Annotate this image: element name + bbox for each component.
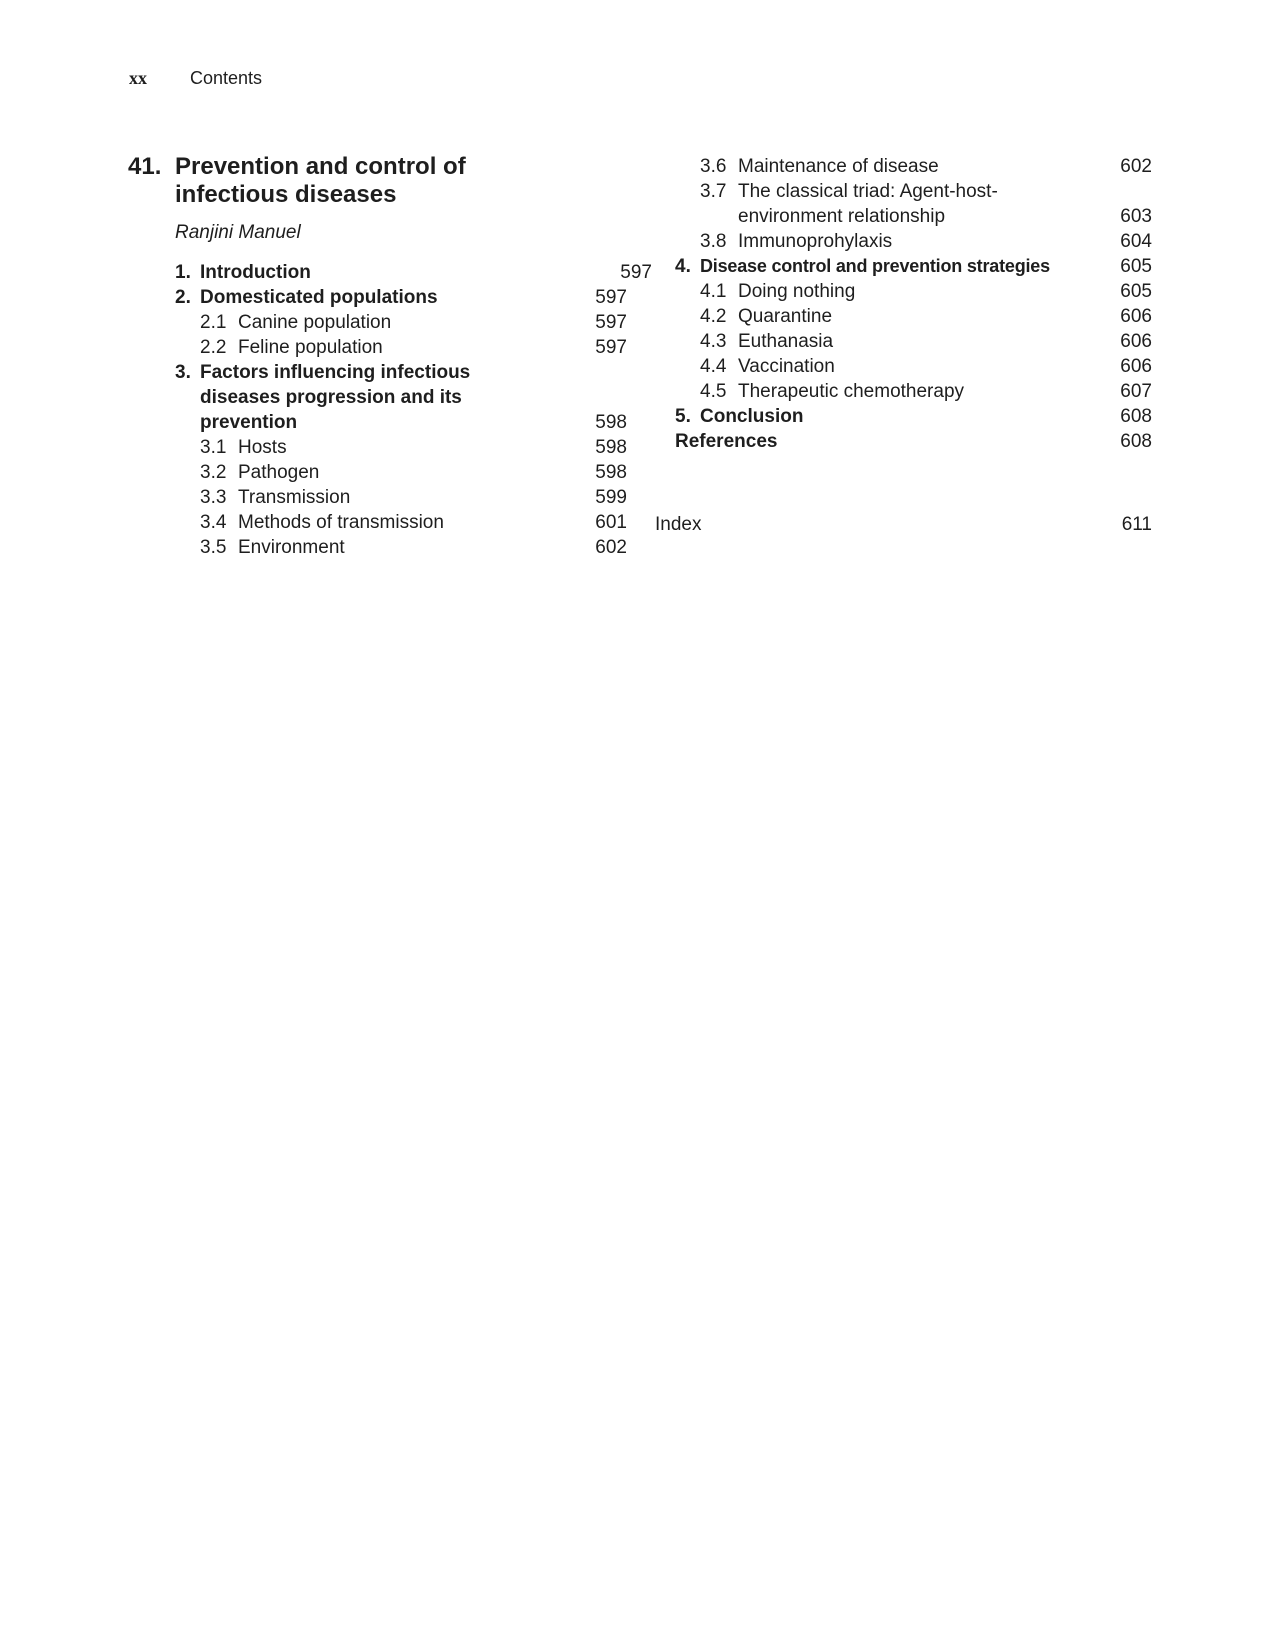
toc-entry[interactable] [675, 429, 1152, 454]
toc-entry-number: 4.2 [700, 306, 727, 327]
toc-entry-title: The classical triad: Agent-host-environment relationship [738, 181, 998, 227]
toc-entry[interactable] [175, 285, 627, 310]
toc-entry-number: 3.2 [200, 462, 227, 483]
toc-entry-number: 1. [175, 262, 191, 283]
toc-entry[interactable] [700, 354, 1152, 379]
toc-entry-page: 603 [1120, 206, 1152, 227]
toc-entry-title: Pathogen [238, 462, 320, 483]
toc-entry-page: 608 [1120, 406, 1152, 427]
toc-entry-number: 3.6 [700, 156, 727, 177]
toc-entry[interactable] [700, 179, 1152, 229]
toc-entry-title: Methods of transmission [238, 512, 444, 533]
toc-entry-page: 607 [1120, 381, 1152, 402]
toc-entry[interactable] [175, 310, 627, 335]
toc-entry-number: 4.1 [700, 281, 727, 302]
toc-entry-page: 602 [595, 537, 627, 558]
toc-entry[interactable] [175, 260, 652, 285]
toc-entry-number: 3.5 [200, 537, 227, 558]
toc-entry-page: 605 [1120, 281, 1152, 302]
toc-entry-number: 4.5 [700, 381, 727, 402]
toc-entry-title: Euthanasia [738, 331, 834, 352]
chapter-author: Ranjini Manuel [175, 222, 301, 243]
toc-entry-page: 597 [595, 287, 627, 308]
toc-entry-number: 3.7 [700, 181, 727, 202]
toc-entry-page: 606 [1120, 331, 1152, 352]
toc-entry-title: Quarantine [738, 306, 833, 327]
toc-entry-title: Conclusion [700, 406, 804, 427]
toc-column-right [675, 154, 1152, 454]
chapter-number: 41. [128, 153, 162, 180]
toc-entry-title: Transmission [238, 487, 351, 508]
chapter-title: Prevention and control of infectious diseases [175, 153, 466, 208]
toc-entry-page: 598 [595, 412, 627, 433]
page-folio: xx [129, 68, 147, 88]
toc-entry-title: Doing nothing [738, 281, 856, 302]
toc-entry-page: 597 [595, 312, 627, 333]
toc-entry-title: Domesticated populations [200, 287, 438, 308]
toc-entry[interactable] [700, 329, 1152, 354]
toc-entry-title: Canine population [238, 312, 392, 333]
toc-entry-title: Environment [238, 537, 345, 558]
toc-entry[interactable] [175, 535, 627, 560]
toc-entry[interactable] [175, 510, 627, 535]
toc-entry-number: 3.3 [200, 487, 227, 508]
toc-entry[interactable] [175, 335, 627, 360]
toc-entry-page: 598 [595, 437, 627, 458]
toc-entry[interactable] [175, 460, 627, 485]
toc-entry-page: 606 [1120, 356, 1152, 377]
toc-entry-title: Hosts [238, 437, 287, 458]
toc-entry[interactable] [700, 379, 1152, 404]
toc-entry[interactable] [700, 279, 1152, 304]
toc-entry-page: 601 [595, 512, 627, 533]
toc-entry-page: 599 [595, 487, 627, 508]
toc-entry-page: 597 [595, 337, 627, 358]
toc-entry-page: 598 [595, 462, 627, 483]
toc-entry-page: 608 [1120, 431, 1152, 452]
toc-entry-page: 606 [1120, 306, 1152, 327]
toc-entry[interactable] [700, 154, 1152, 179]
toc-entry-title: Immunoprohylaxis [738, 231, 893, 252]
toc-entry-number: 4.3 [700, 331, 727, 352]
toc-entry-title: Disease control and prevention strategies [700, 256, 1050, 276]
index-page: 611 [1121, 514, 1152, 535]
toc-index-entry[interactable] [655, 512, 1152, 537]
toc-entry[interactable] [675, 254, 1152, 279]
toc-entry[interactable] [175, 435, 627, 460]
toc-entry-number: 4.4 [700, 356, 727, 377]
toc-entry-number: 3.8 [700, 231, 727, 252]
toc-entry-title: Vaccination [738, 356, 835, 377]
toc-entry-title: References [675, 431, 778, 452]
toc-entry[interactable] [675, 404, 1152, 429]
toc-entry-number: 5. [675, 406, 691, 427]
toc-entry-number: 2. [175, 287, 191, 308]
toc-entry-number: 3.4 [200, 512, 227, 533]
toc-entry-title: Introduction [200, 262, 311, 283]
toc-entry-title: Factors influencing infectious diseases progression and its prevention [200, 362, 471, 433]
toc-entry-title: Feline population [238, 337, 383, 358]
toc-entry-number: 2.2 [200, 337, 227, 358]
running-head [129, 68, 262, 89]
toc-entry[interactable] [700, 304, 1152, 329]
toc-entry[interactable] [175, 485, 627, 510]
toc-entry-title: Therapeutic chemotherapy [738, 381, 965, 402]
toc-entry-title: Maintenance of disease [738, 156, 939, 177]
toc-entry-number: 3. [175, 362, 191, 383]
toc-entry[interactable] [700, 229, 1152, 254]
toc-entry-number: 4. [675, 256, 691, 277]
toc-column-left [175, 260, 652, 560]
toc-entry-page: 605 [1120, 256, 1152, 277]
toc-entry-number: 3.1 [200, 437, 227, 458]
index-label: Index [655, 514, 702, 535]
running-title: Contents [190, 68, 263, 88]
toc-entry-page: 597 [620, 262, 652, 283]
toc-entry-page: 604 [1120, 231, 1152, 252]
toc-entry[interactable] [175, 360, 627, 435]
toc-entry-page: 602 [1120, 156, 1152, 177]
toc-entry-number: 2.1 [200, 312, 227, 333]
